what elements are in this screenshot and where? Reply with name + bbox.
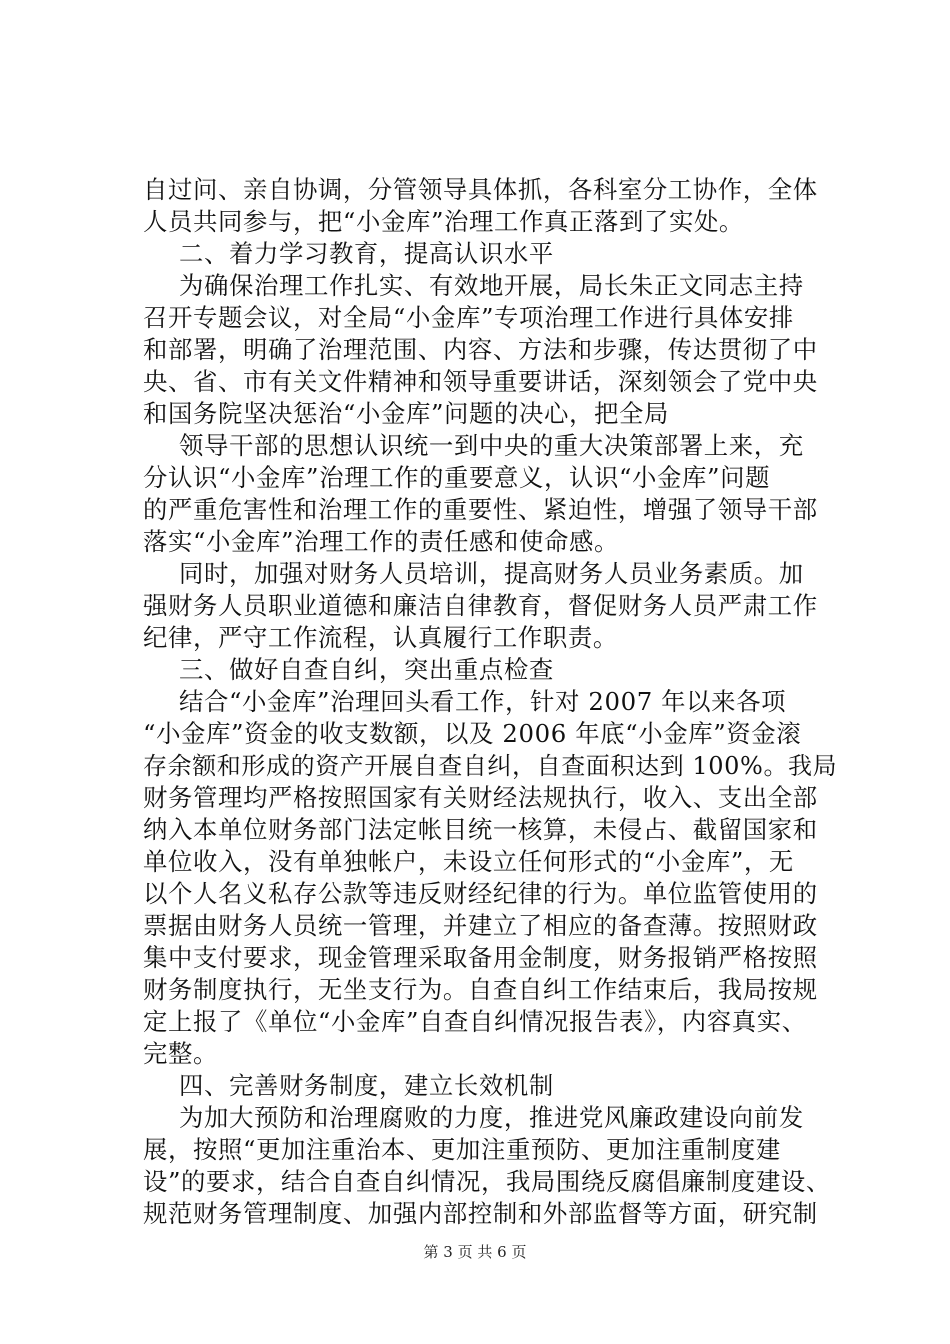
section-heading: 二、着力学习教育，提高认识水平 [179,239,554,268]
section-heading: 三、做好自查自纠，突出重点检查 [179,655,554,684]
text-line: 落实“小金库”治理工作的责任感和使命感。 [143,527,619,556]
text-line: 存余额和形成的资产开展自查自纠，自查面积达到 100%。我局 [143,752,838,780]
text-line: 纳入本单位财务部门法定帐目统一核算，未侵占、截留国家和 [143,815,818,844]
text-line: 设”的要求，结合自查自纠情况，我局围绕反腐倡廉制度建设、 [143,1167,831,1196]
text-line: 的严重危害性和治理工作的重要性、紧迫性，增强了领导干部 [143,495,818,524]
page-footer: 第 3 页 共 6 页 [423,1243,527,1261]
text-line: 和国务院坚决惩治“小金库”问题的决心，把全局 [143,399,669,428]
text-line: 集中支付要求，现金管理采取备用金制度，财务报销严格按照 [143,943,818,972]
text-line: 央、省、市有关文件精神和领导重要讲话，深刻领会了党中央 [143,367,818,396]
paragraph-first-line: 同时，加强对财务人员培训，提高财务人员业务素质。加 [179,559,804,588]
text-line: 和部署，明确了治理范围、内容、方法和步骤，传达贯彻了中 [143,335,818,364]
text-line: 召开专题会议，对全局“小金库”专项治理工作进行具体安排 [143,303,794,332]
text-line: 强财务人员职业道德和廉洁自律教育，督促财务人员严肃工作 [143,591,818,620]
text-line: 分认识“小金库”治理工作的重要意义，认识“小金库”问题 [143,463,771,492]
text-line: 以个人名义私存公款等违反财经纪律的行为。单位监管使用的 [143,879,818,908]
paragraph-first-line: 领导干部的思想认识统一到中央的重大决策部署上来，充 [179,431,804,460]
section-heading: 四、完善财务制度，建立长效机制 [179,1071,554,1100]
text-line: “小金库”资金的收支数额，以及 2006 年底“小金库”资金滚 [143,719,802,748]
document-body [143,174,838,1230]
text-line: 展，按照“更加注重治本、更加注重预防、更加注重制度建 [143,1135,781,1164]
text-line: 人员共同参与，把“小金库”治理工作真正落到了实处。 [143,207,744,236]
text-line: 票据由财务人员统一管理，并建立了相应的备查薄。按照财政 [143,911,818,940]
paragraph-first-line: 结合“小金库”治理回头看工作，针对 2007 年以来各项 [179,687,787,716]
text-line: 定上报了《单位“小金库”自查自纠情况报告表》，内容真实、 [143,1007,807,1036]
text-line: 完整。 [143,1039,218,1068]
paragraph-first-line: 为加大预防和治理腐败的力度，推进党风廉政建设向前发 [179,1103,804,1132]
text-line: 财务制度执行，无坐支行为。自查自纠工作结束后，我局按规 [143,975,818,1004]
text-line: 规范财务管理制度、加强内部控制和外部监督等方面，研究制 [143,1199,818,1228]
text-line: 财务管理均严格按照国家有关财经法规执行，收入、支出全部 [143,783,818,812]
text-line: 单位收入，没有单独帐户，未设立任何形式的“小金库”，无 [143,847,794,876]
text-line: 纪律，严守工作流程，认真履行工作职责。 [143,623,618,652]
paragraph-first-line: 为确保治理工作扎实、有效地开展，局长朱正文同志主持 [179,271,804,300]
text-line: 自过问、亲自协调，分管领导具体抓，各科室分工协作，全体 [143,175,818,204]
